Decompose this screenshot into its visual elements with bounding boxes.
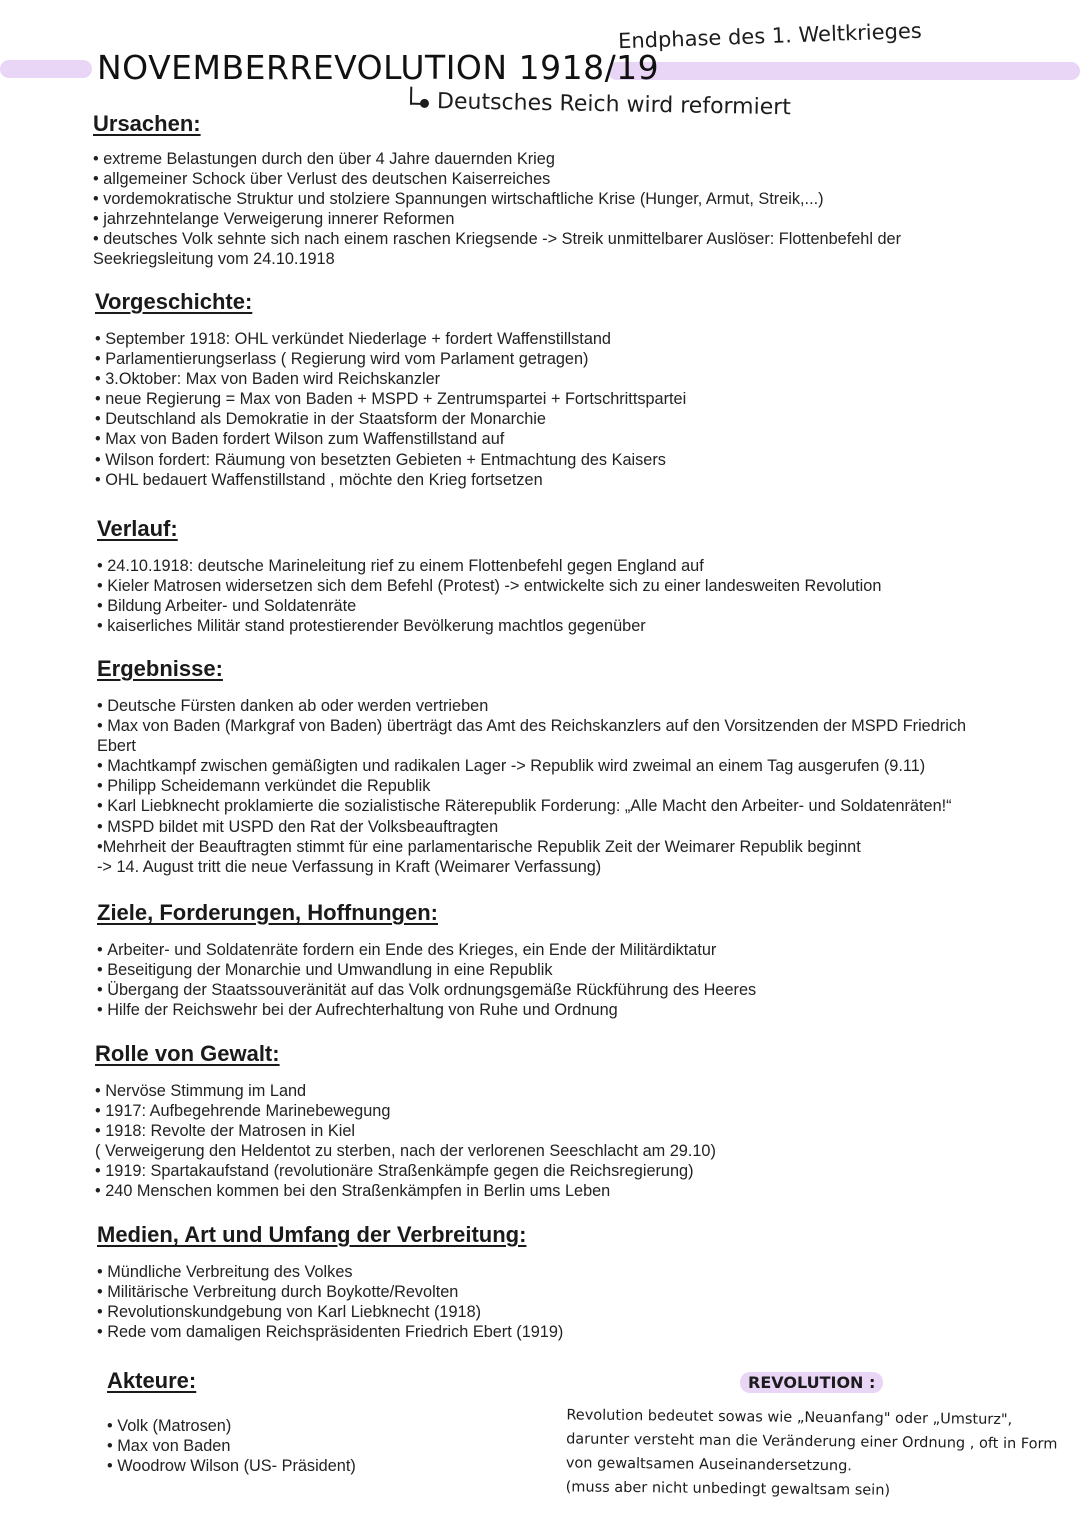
list-item: • Wilson fordert: Räumung von besetzten Gebieten + Entmachtung des Kaisers [95, 450, 995, 470]
heading-medien: Medien, Art und Umfang der Verbreitung: [97, 1222, 527, 1247]
list-item: • Arbeiter- und Soldatenräte fordern ein Ende des Krieges, ein Ende der Militärdiktatur [97, 940, 1047, 960]
list-item: • Volk (Matrosen) [107, 1416, 527, 1436]
list-item: • Nervöse Stimmung im Land [95, 1082, 307, 1100]
heading-ursachen: Ursachen: [93, 111, 201, 136]
list-item: • Rede vom damaligen Reichspräsidenten Friedrich Ebert (1919) [97, 1322, 1047, 1342]
list-item: • 1918: Revolte der Matrosen in Kiel [95, 1122, 356, 1141]
section-gewalt [95, 1041, 1045, 1202]
list-item: • September 1918: OHL verkündet Niederlage + fordert Waffenstillstand [95, 329, 995, 349]
revolution-label: REVOLUTION : [740, 1372, 883, 1393]
list-item: • Übergang der Staatssouveränität auf das Volk ordnungsgemäße Rückführung des Heeres [97, 980, 1047, 1000]
list-item: • Militärische Verbreitung durch Boykotte/Revolten [97, 1282, 1047, 1302]
definition-line: Revolution bedeutet sowas wie „Neuanfang" oder „Umsturz", [566, 1407, 1013, 1429]
definition-line: von gewaltsamen Auseinandersetzung. [565, 1455, 853, 1475]
page-title: NOVEMBERREVOLUTION 1918/19 [97, 48, 660, 87]
list-item: • Woodrow Wilson (US- Präsident) [107, 1456, 527, 1476]
list-item: ( Verweigerung den Heldentot zu sterben, nach der verlorenen Seeschlacht am 29.10) [95, 1142, 716, 1161]
list-item: • Max von Baden fordert Wilson zum Waffenstillstand auf [95, 429, 995, 449]
top-note: Endphase des 1. Weltkrieges [617, 18, 923, 54]
heading-vorgeschichte: Vorgeschichte: [95, 289, 253, 314]
list-item: • Parlamentierungserlass ( Regierung wird vom Parlament getragen) [95, 349, 995, 369]
list-item: • Max von Baden [107, 1436, 527, 1456]
list-item: • 240 Menschen kommen bei den Straßenkämpfen in Berlin ums Leben [95, 1182, 611, 1201]
list-item: • Philipp Scheidemann verkündet die Republik [97, 777, 431, 796]
list-item: • Hilfe der Reichswehr bei der Aufrechterhaltung von Ruhe und Ordnung [97, 1000, 1047, 1020]
list-item: • neue Regierung = Max von Baden + MSPD + Zentrumspartei + Fortschrittspartei [95, 389, 995, 409]
definition-line: darunter versteht man die Veränderung einer Ordnung , oft in Form [566, 1431, 1058, 1453]
section-ergebnisse [97, 656, 1057, 877]
revolution-definition [566, 1403, 1072, 1504]
list-item: •Mehrheit der Beauftragten stimmt für eine parlamentarische Republik Zeit der Weimarer Republik beginnt [97, 837, 861, 856]
section-akteure [107, 1368, 527, 1476]
list-item: • 1917: Aufbegehrende Marinebewegung [95, 1102, 391, 1121]
list-item: • Beseitigung der Monarchie und Umwandlung in eine Republik [97, 960, 1047, 980]
section-medien [97, 1222, 1047, 1342]
heading-gewalt: Rolle von Gewalt: [95, 1041, 280, 1066]
section-ziele [97, 900, 1047, 1020]
heading-ergebnisse: Ergebnisse: [97, 656, 223, 681]
list-item: • OHL bedauert Waffenstillstand , möchte den Krieg fortsetzen [95, 470, 995, 490]
list-item: • kaiserliches Militär stand protestierender Bevölkerung machtlos gegenüber [97, 616, 1047, 636]
list-item: • 24.10.1918: deutsche Marineleitung rief zu einem Flottenbefehl gegen England auf [97, 556, 1047, 576]
arrow-hook-icon [410, 92, 429, 110]
list-item: • Revolutionskundgebung von Karl Liebknecht (1918) [97, 1302, 1047, 1322]
section-ursachen [93, 111, 993, 270]
list-item: • allgemeiner Schock über Verlust des deutschen Kaiserreiches [93, 170, 551, 189]
list-item: • 1919: Spartakaufstand (revolutionäre Straßenkämpfe gegen die Reichsregierung) [95, 1162, 694, 1181]
list-item: • Mündliche Verbreitung des Volkes [97, 1262, 1047, 1282]
heading-verlauf: Verlauf: [97, 516, 178, 541]
list-item: • Deutsche Fürsten danken ab oder werden vertrieben [97, 697, 489, 715]
list-item: • Machtkampf zwischen gemäßigten und radikalen Lager -> Republik wird zweimal an einem Tag ausgerufen (9.11) [97, 757, 926, 776]
list-item: • extreme Belastungen durch den über 4 Jahre dauernden Krieg [93, 150, 555, 168]
title-highlight-left [0, 60, 92, 78]
list-item: • Max von Baden (Markgraf von Baden) überträgt das Amt des Reichskanzlers auf den Vorsitzenden der MSPD Friedrich Ebert [97, 717, 967, 756]
list-item: • deutsches Volk sehnte sich nach einem raschen Kriegsende -> Streik unmittelbarer Auslöser: Flottenbefehl der Seekriegsleitung vom 24.10.1918 [93, 230, 901, 269]
list-item: • Deutschland als Demokratie in der Staatsform der Monarchie [95, 409, 995, 429]
section-vorgeschichte [95, 289, 995, 490]
section-verlauf [97, 516, 1047, 636]
sub-note-text: Deutsches Reich wird reformiert [436, 89, 792, 121]
list-item: -> 14. August tritt die neue Verfassung in Kraft (Weimarer Verfassung) [97, 857, 602, 876]
list-item: • Karl Liebknecht proklamierte die sozialistische Räterepublik Forderung: „Alle Macht den Arbeiter- und Soldatenräten!“ [97, 797, 952, 816]
definition-line: (muss aber nicht unbedingt gewaltsam sein) [565, 1479, 891, 1499]
list-item: • vordemokratische Struktur und stolziere Spannungen wirtschaftliche Krise (Hunger, Armut, Streik,...) [93, 190, 824, 209]
list-item: • Bildung Arbeiter- und Soldatenräte [97, 596, 1047, 616]
list-item: • jahrzehntelange Verweigerung innerer Reformen [93, 210, 455, 229]
heading-ziele: Ziele, Forderungen, Hoffnungen: [97, 900, 438, 925]
list-item: • 3.Oktober: Max von Baden wird Reichskanzler [95, 369, 995, 389]
list-item: • Kieler Matrosen widersetzen sich dem Befehl (Protest) -> entwickelte sich zu einer landesweiten Revolution [97, 576, 1047, 596]
list-item: • MSPD bildet mit USPD den Rat der Volksbeauftragten [97, 817, 499, 836]
heading-akteure: Akteure: [107, 1368, 197, 1393]
title-highlight-right [608, 62, 1080, 80]
